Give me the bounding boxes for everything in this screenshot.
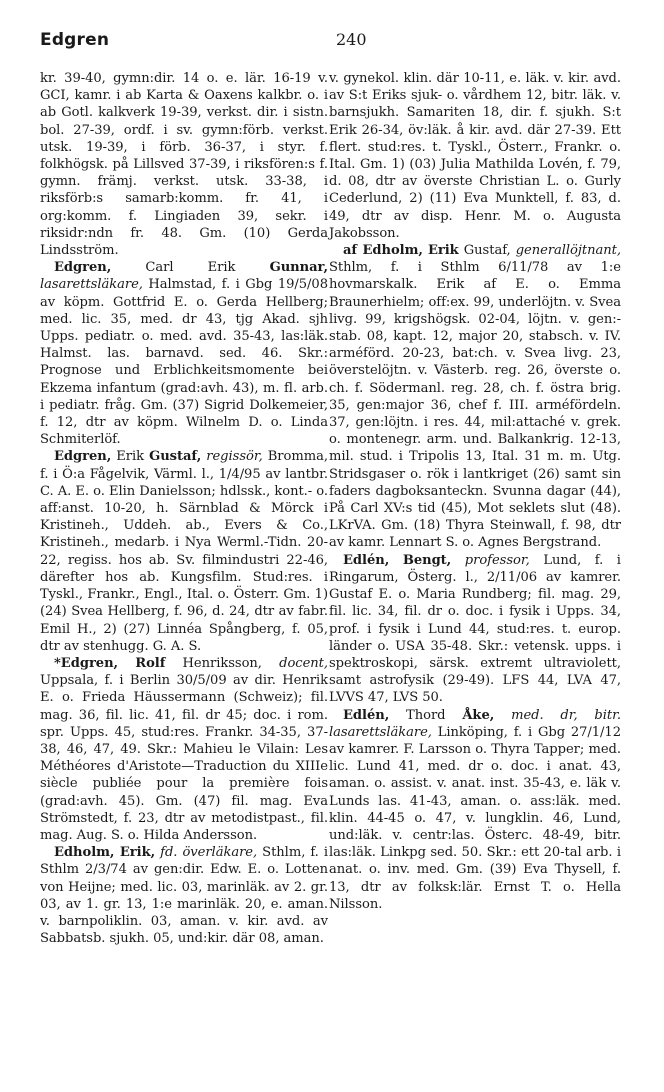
- entry-surname: *Edgren,: [54, 655, 119, 671]
- running-head: [40, 30, 624, 54]
- entry-title: med. dr, bitr. lasarettsläkare,: [329, 707, 621, 740]
- entry-title: generallöjtnant,: [515, 243, 621, 259]
- entry-text: Halmstad, f. i Gbg 19/5/08 av köpm. Gottfrid E. o. Gerda Hellberg; med. lic. 35, med. dr 43, tjg Akad. sjh Upps. pediatr. o. med. avd. 35-43, las:läk. Halmst. las. barnavd. sed. 46. Skr.: Prognose und Erblichkeitsmomente bei Ekzema infantum (grad:avh. 43), m. fl. arb. i pediatr. fråg. Gm. (37) Sigrid Dolkemeier, f. 12, dtr av köpm. Wilnelm D. o. Linda Schmiterlöf.: [40, 277, 328, 448]
- entry-text: kr. 39-40, gymn:dir. 14 o. e. lär. 16-19 v. GCI, kamr. i ab Karta & Oaxens kalkbr. o. i ab Gotl. kalkverk 19-39, verkst. dir. i sistn. bol. 27-39, ordf. i sv. gymn:förb. verkst. utsk. 19-39, i förb. 36-37, i styr. f. folkhögsk. på Lillsved 37-39, i riksfören:s f. gymn. främj. verkst. utsk. 33-38, i riksförb:s samarb:komm. fr. 41, i org:komm. f. Lingiaden 39, sekr. i riksidr:ndn fr. 48. Gm. (10) Gerda Lindsström.: [40, 71, 328, 259]
- entry-given-names: Thord: [406, 707, 446, 723]
- entry-continuation: [329, 70, 621, 242]
- entry-text: Linköping, f. i Gbg 27/1/12 av kamrer. F. Larsson o. Thyra Tapper; med. lic. Lund 41, med. dr o. doc. i anat. 43, aman. o. assist. v. anat. inst. 35-43, e. läk v. Lunds las. 41-43, aman. o. ass:läk. med. klin. 44-45 o. 47, v. lungklin. 46, Lund, und:läk. v. centr:las. Österс. 48-49, bitr. las:läk. Linkpg sed. 50. Skr.: ett 20-tal arb. i anat. o. inv. med. Gm. (39) Eva Thysell, f. 13, dtr av folksk:lär. Ernst T. o. Hella Nilsson.: [329, 724, 621, 912]
- entry-text: Bromma, f. i Ö:a Fågelvik, Värml. l., 1/4/95 av lantbr. C. A. E. o. Elin Danielsson; hdlssk., kont.- o. aff:anst. 10-20, h. Särnblad & Mörck i Kristineh., Uddeh. ab., Evers & Co., Kristineh., medarb. i Nya Werml.-Tidn. 20-22, regiss. hos ab. Sv. filmindustri 22-46, därefter hos ab. Kungsfilm. Stud:res. i Tyskl., Frankr., Engl., Ital. o. Österr. Gm. 1) (24) Svea Hellberg, f. 96, d. 24, dtr av fabr. Emil H., 2) (27) Linnéa Spångberg, f. 05, dtr av stenhugg. G. A. S.: [40, 449, 328, 654]
- left-column: [40, 70, 328, 947]
- entry-call-name: Åke,: [462, 707, 495, 723]
- entry-text: v. gynekol. klin. där 10-11, e. läk. v. kir. avd. av S:t Eriks sjuk- o. vårdhem 12, bitr. läk. v. barnsjukh. Samariten 18, dir. f. sjukh. S:t Erik 26-34, öv:läk. å kir. avd. där 27-39. Ett flert. stud:res. t. Tyskl., Österr., Frankr. o. Ital. Gm. 1) (03) Julia Mathilda Lovén, f. 79, d. 08, dtr av överste Christian L. o. Gurly Cederlund, 2) (11) Eva Munktell, f. 83, d. 49, dtr av disp. Henr. M. o. Augusta Jakobsson.: [329, 71, 621, 241]
- entry-continuation: [40, 70, 328, 259]
- entry-text: Sthlm, f. i Sthlm 6/11/78 av 1:e hovmarskalk. Erik af E. o. Emma Braunerhielm; off:ex. 99, underlöjtn. v. Svea livg. 99, krigshögsk. 02-04, löjtn. v. gen:-stab. 08, kapt. 12, major 20, stabsch. v. IV. arméförd. 20-23, bat:ch. v. Svea livg. 23, överstelöjtn. v. Västerb. reg. 26, överste o. ch. f. Södermanl. reg. 28, ch. f. östra brig. 35, gen:major 36, chef f. III. arméfördeln. 37, gen:löjtn. i res. 44, mil:attaché v. grek. o. montenegr. arm. und. Balkankrig. 12-13, mil. stud. i Tripolis 13, Ital. 31 m. m. Utg. Stridsgaser o. rök i lantkriget (26) samt sin faders dagboksanteckn. Svunna dagar (44), På Carl XV:s tid (45), Mot seklets slut (48). LKrVA. Gm. (18) Thyra Steinwall, f. 98, dtr av kamr. Lennart S. o. Agnes Bergstrand.: [329, 260, 621, 551]
- entry-edholm-erik: [40, 844, 328, 947]
- entry-given-names: Erik: [116, 449, 145, 465]
- entry-edgren-gunnar: [40, 259, 328, 448]
- entry-surname: Edholm, Erik,: [54, 845, 156, 861]
- entry-text: Sthlm, f. i Sthlm 2/3/74 av gen:dir. Edw. E. o. Lotten von Heijne; med. lic. 03, marinläk. av 2. gr. 03, av 1. gr. 13, 1:e marinläk. 20, e. aman. v. barnpoliklin. 03, aman. v. kir. avd. av Sabbatsb. sjukh. 05, und:kir. där 08, aman.: [40, 845, 328, 947]
- entry-title: lasarettsläkare,: [40, 277, 143, 293]
- entry-call-name: Gunnar,: [269, 260, 328, 276]
- entry-given-names: Henriksson,: [182, 655, 262, 671]
- entry-edlen-bengt: [329, 552, 621, 707]
- entry-title: professor,: [464, 552, 530, 568]
- entry-call-name: Erik: [427, 243, 459, 259]
- entry-call-name: Rolf: [135, 655, 166, 671]
- entry-text: Uppsala, f. i Berlin 30/5/09 av dir. Henrik E. o. Frieda Häussermann (Schweiz); fil. mag. 36, fil. lic. 41, fil. dr 45; doc. i rom. spr. Upps. 45, stud:res. Frankr. 34-35, 37-38, 46, 47, 49. Skr.: Mahieu le Vilain: Les Méthéores d'Aristote—Traduction du XIIIe siècle publiée pour la première fois (grad:avh. 45). Gm. (47) fil. mag. Eva Strömstedt, f. 23, dtr av metodistpast., fil. mag. Aug. S. o. Hilda Andersson.: [40, 673, 328, 843]
- entry-call-name: Bengt,: [402, 552, 452, 568]
- entry-given-names: Gustaf,: [463, 243, 511, 259]
- entry-title: fd. överläkare,: [160, 845, 258, 861]
- right-column: [329, 70, 621, 913]
- entry-given-names: Carl Erik: [145, 260, 236, 276]
- entry-call-name: Gustaf,: [149, 449, 202, 465]
- entry-text: Lund, f. i Ringarum, Österg. l., 2/11/06 av kamrer. Gustaf E. o. Maria Rundberg; fil. mag. 29, fil. lic. 34, fil. dr o. doc. i fysik i Upps. 34, prof. i fysik i Lund 44, stud:res. t. europ. länder o. USA 35-48. Skr.: vetensk. upps. i spektroskopi, särsk. extremt ultraviolett, samt astrofysik (29-49). LFS 44, LVA 47, LVVS 47, LVS 50.: [329, 552, 621, 706]
- entry-edlen-ake: [329, 707, 621, 913]
- running-head-word: Edgren: [40, 30, 110, 50]
- page-number: 240: [336, 30, 367, 49]
- entry-surname: Edlén,: [343, 707, 390, 723]
- entry-surname: Edgren,: [54, 260, 112, 276]
- entry-surname: Edlén,: [343, 552, 390, 568]
- entry-surname: Edgren,: [54, 449, 112, 465]
- entry-edgren-rolf: [40, 655, 328, 844]
- entry-af-edholm-erik: [329, 242, 621, 552]
- entry-surname: af Edholm,: [343, 243, 423, 259]
- entry-title: regissör,: [206, 449, 263, 465]
- entry-edgren-gustaf: [40, 448, 328, 654]
- entry-title: docent,: [279, 655, 328, 671]
